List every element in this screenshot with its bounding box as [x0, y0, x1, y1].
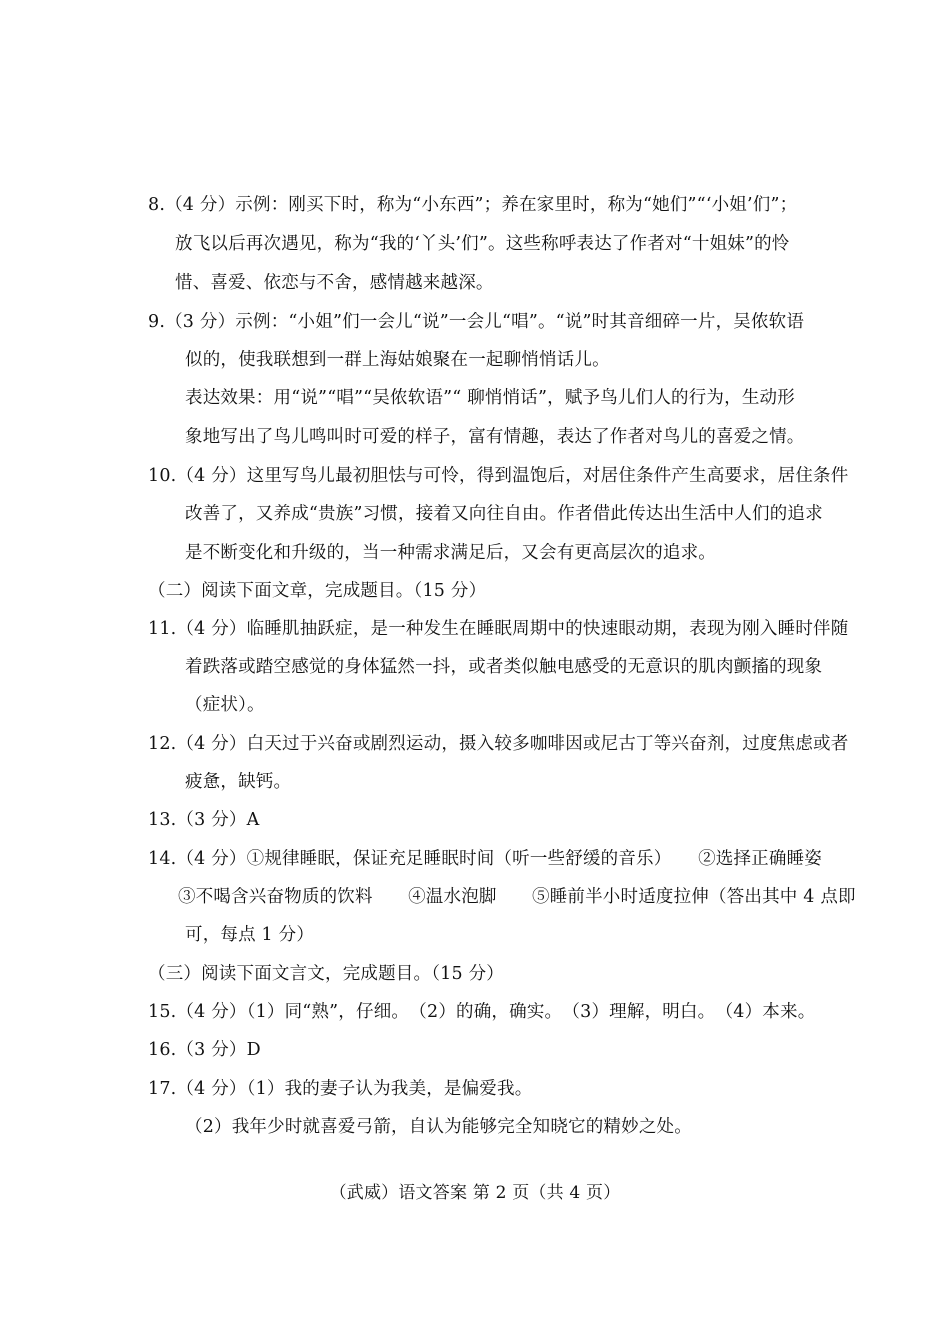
q11-line-3: （症状）。	[185, 695, 265, 715]
q9-line-1: 9.（3 分）示例：“小姐”们一会儿“说”一会儿“唱”。“说”时其音细碎一片，吴侬软语	[148, 312, 805, 332]
q11-line-2: 着跌落或踏空感觉的身体猛然一抖，或者类似触电感受的无意识的肌肉颤搐的现象	[185, 657, 823, 677]
q15-line-1: 15.（4 分）（1）同“熟”，仔细。 （2）的确，确实。 （3）理解，明白。 （4）本来。	[148, 1002, 816, 1022]
q10-line-1: 10.（4 分）这里写鸟儿最初胆怯与可怜，得到温饱后，对居住条件产生高要求，居住条件	[148, 466, 849, 486]
q9-line-3: 表达效果：用“说”“唱”“吴侬软语”“ 聊悄悄话”，赋予鸟儿们人的行为，生动形	[185, 388, 795, 408]
q12-line-1: 12.（4 分）白天过于兴奋或剧烈运动，摄入较多咖啡因或尼古丁等兴奋剂，过度焦虑或者	[148, 734, 849, 754]
q14-line-3: 可，每点 1 分）	[185, 925, 315, 945]
q8-line-1: 8.（4 分）示例：刚买下时，称为“小东西”；养在家里时，称为“她们”“‘小姐’们”；	[148, 195, 798, 215]
q10-line-3: 是不断变化和升级的，当一种需求满足后，又会有更高层次的追求。	[185, 543, 716, 563]
page-footer: （武威）语文答案 第 2 页（共 4 页）	[329, 1183, 621, 1203]
q17-line-1: 17.（4 分）（1）我的妻子认为我美，是偏爱我。	[148, 1079, 533, 1099]
q11-line-1: 11.（4 分）临睡肌抽跃症，是一种发生在睡眠周期中的快速眼动期，表现为刚入睡时伴随	[148, 619, 849, 639]
q9-line-4: 象地写出了鸟儿鸣叫时可爱的样子，富有情趣，表达了作者对鸟儿的喜爱之情。	[185, 427, 805, 447]
q13-line-1: 13.（3 分）A	[148, 810, 260, 830]
q8-line-3: 惜、喜爱、依恋与不舍，感情越来越深。	[175, 273, 494, 293]
q14-line-1: 14.（4 分）①规律睡眠，保证充足睡眠时间（听一些舒缓的音乐） ②选择正确睡姿	[148, 849, 822, 869]
q14-line-2: ③不喝含兴奋物质的饮料 ④温水泡脚 ⑤睡前半小时适度拉伸（答出其中 4 点即	[178, 887, 856, 907]
section-2-heading: （二）阅读下面文章，完成题目。（15 分）	[148, 581, 487, 601]
q8-line-2: 放飞以后再次遇见，称为“我的‘丫头’们”。这些称呼表达了作者对“十姐妹”的怜	[175, 234, 790, 254]
section-3-heading: （三）阅读下面文言文，完成题目。（15 分）	[148, 964, 504, 984]
q9-line-2: 似的，使我联想到一群上海姑娘聚在一起聊悄悄话儿。	[185, 350, 610, 370]
q10-line-2: 改善了，又养成“贵族”习惯，接着又向往自由。作者借此传达出生活中人们的追求	[185, 504, 823, 524]
q12-line-2: 疲惫，缺钙。	[185, 772, 292, 792]
q17-line-2: （2）我年少时就喜爱弓箭，自认为能够完全知晓它的精妙之处。	[185, 1117, 692, 1137]
q16-line-1: 16.（3 分）D	[148, 1040, 261, 1060]
